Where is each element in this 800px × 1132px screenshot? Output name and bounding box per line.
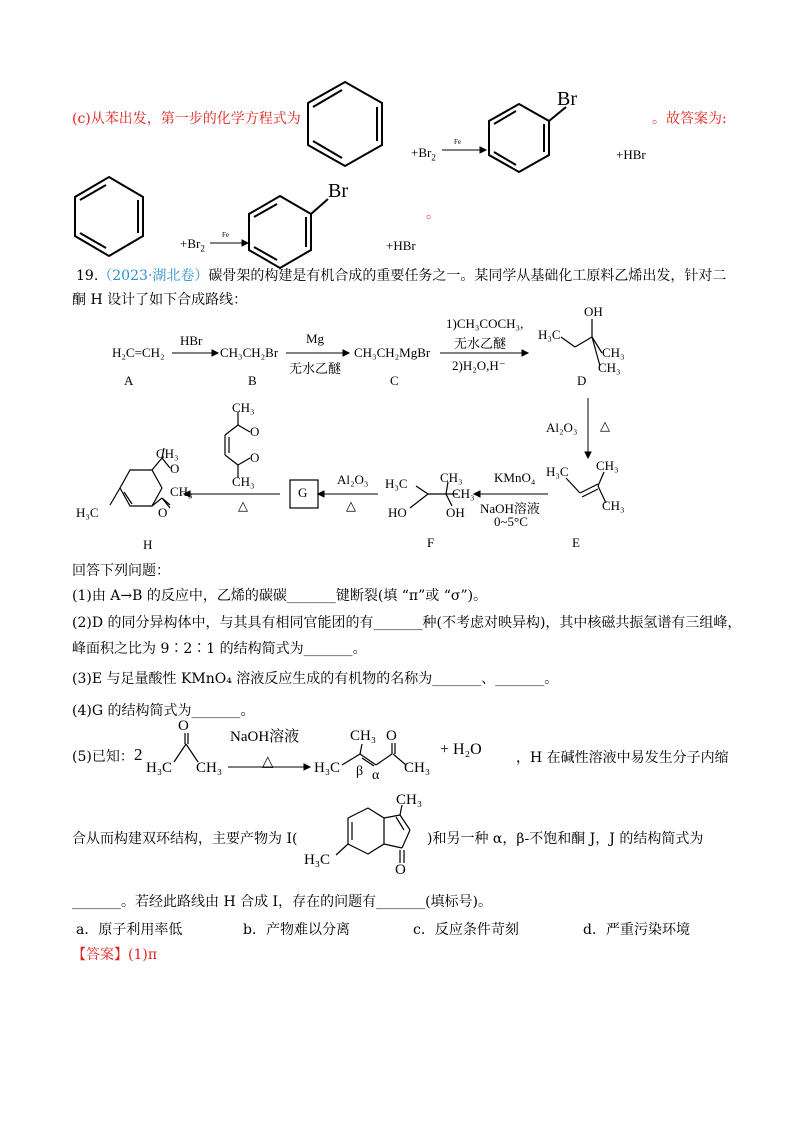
- q5-alpha: α: [372, 768, 380, 783]
- grignard: CH₃CH₂MgBr: [354, 345, 431, 360]
- heat-3: △: [238, 498, 248, 513]
- step-c1: 1)CH₃COCH₃,: [446, 316, 524, 331]
- question-1: (1)由 A→B 的反应中，乙烯的碳碳_______键断裂(填 “π”或 “σ”)。: [72, 588, 488, 604]
- questions-intro: 回答下列问题：: [72, 563, 170, 579]
- label-g: G: [298, 485, 308, 500]
- d-h3c: H₃C: [538, 327, 561, 342]
- acetone-skeleton: [174, 733, 198, 762]
- question-5-line2a: 合从而构建双环结构，主要产物为 I(: [72, 831, 298, 847]
- part-c-end-mark: 。: [426, 206, 440, 222]
- f-ch3-a: CH₃: [440, 470, 463, 485]
- e-h3c: H₃C: [546, 464, 569, 479]
- i-ch3: CH₃: [396, 792, 423, 808]
- reagent-br2-2: $+Br_2$: [180, 236, 205, 254]
- step-c2: 无水乙醚: [454, 336, 507, 351]
- reaction-temp: 0~5°C: [494, 514, 528, 529]
- question-2b: 峰面积之比为 9∶2∶1 的结构简式为_______。: [72, 641, 367, 657]
- question-3: (3)E 与足量酸性 KMnO₄ 溶液反应生成的有机物的名称为_______、_______。: [72, 671, 559, 687]
- bromoethane: CH₃CH₂Br: [220, 345, 279, 360]
- f-h3c: H₃C: [385, 476, 408, 491]
- heat-2: △: [346, 498, 356, 513]
- q5-beta: β: [356, 764, 364, 779]
- label-a: A: [124, 373, 134, 388]
- answer-line: [72, 946, 157, 964]
- option-c: c．反应条件苛刻: [413, 922, 519, 938]
- reagent-naoh: NaOH溶液: [480, 501, 540, 516]
- q5-acetone-ch3: CH₃: [196, 760, 223, 776]
- br-label-1: Br: [557, 88, 577, 110]
- label-f: F: [427, 535, 435, 550]
- option-d: d．严重污染环境: [583, 922, 690, 938]
- hbr-product-2: +HBr: [386, 238, 416, 253]
- q5-heat: △: [262, 754, 274, 770]
- compound-e-skeleton: [566, 472, 606, 503]
- compound-i-skeleton: [336, 805, 410, 863]
- br-label-2: Br: [328, 180, 348, 202]
- option-b: b．产物难以分离: [243, 922, 350, 938]
- question-5-line2b: )和另一种 α，β-不饱和酮 J，J 的结构简式为: [427, 831, 704, 847]
- q5-acetone-o: O: [178, 718, 189, 734]
- h-ch3-b: CH₃: [170, 484, 193, 499]
- part-c-suffix: 。故答案为:: [652, 111, 727, 127]
- q19-number: 19.: [76, 268, 99, 284]
- question-2a: (2)D 的同分异构体中，与其具有相同官能团的有_______种(不考虑对映异构)，其中核磁共振氢谱有三组峰，: [72, 615, 742, 631]
- diketone-o-bottom: O: [250, 450, 260, 465]
- answer-value: (1)π: [128, 947, 158, 963]
- label-d: D: [577, 373, 587, 388]
- answer-label: 【答案】: [72, 947, 128, 963]
- benzene-ring-1: [308, 82, 382, 166]
- reagent-kmno4: KMnO₄: [494, 470, 536, 485]
- d-ch3-a: CH₃: [602, 345, 625, 360]
- q19-line1: [76, 267, 726, 285]
- part-c-prefix: (c)从苯出发，第一步的化学方程式为: [72, 111, 301, 127]
- q5-enone-o: O: [386, 728, 397, 744]
- reagent-al2o3-1: Al₂O₃: [546, 420, 578, 435]
- h-h3c: H₃C: [76, 505, 99, 520]
- option-a: a．原子利用率低: [76, 922, 183, 938]
- q19-source: （2023·湖北卷）: [98, 268, 209, 284]
- ethylene: H₂C=CH₂: [112, 345, 165, 360]
- f-ho: HO: [388, 505, 407, 520]
- question-4: (4)G 的结构简式为_______。: [72, 703, 255, 719]
- f-ch3-b: CH₃: [452, 486, 475, 501]
- i-h3c: H₃C: [304, 852, 331, 868]
- heat-1: △: [600, 418, 610, 433]
- reagent-br2-1: $+Br_2$: [411, 145, 436, 163]
- q5-water: + H₂O: [440, 741, 482, 758]
- question-5-tail: ，H 在碱性溶液中易发生分子内缩: [516, 750, 729, 766]
- reagent-mg: Mg: [306, 331, 325, 346]
- solvent-ether-1: 无水乙醚: [289, 361, 342, 376]
- bromobenzene-ring-2: [249, 196, 328, 268]
- diketone-ch3-bottom: CH₃: [232, 474, 255, 489]
- label-h: H: [143, 537, 153, 552]
- diketone-ch3-top: CH₃: [232, 400, 255, 415]
- question-5-prefix: (5)已知：: [72, 749, 134, 765]
- step-c3: 2)H₂O,H⁻: [452, 358, 506, 373]
- q5-coefficient: 2: [134, 745, 143, 764]
- q19-text: 碳骨架的构建是有机合成的重要任务之一。某同学从基础化工原料乙烯出发，针对二: [208, 268, 727, 284]
- label-e: E: [572, 535, 580, 550]
- f-oh: OH: [446, 505, 465, 520]
- reagent-al2o3-2: Al₂O₃: [337, 472, 369, 487]
- q5-enone-h3c: H₃C: [314, 760, 341, 776]
- catalyst-label-2: Fe: [222, 231, 229, 239]
- q5-enone-ch3-top: CH₃: [350, 728, 377, 744]
- diketone-skeleton: [225, 412, 250, 478]
- e-ch3-b: CH₃: [602, 498, 625, 513]
- label-b: B: [248, 373, 257, 388]
- i-o: O: [395, 862, 406, 878]
- label-c: C: [390, 373, 399, 388]
- h-o-b: O: [158, 505, 168, 520]
- question-5-line3: _______。若经此路线由 H 合成 I，存在的问题有_______(填标号)。: [72, 894, 493, 910]
- hbr-product-1: +HBr: [616, 147, 646, 162]
- catalyst-label-1: Fe: [454, 138, 461, 146]
- benzene-ring-2: [75, 177, 143, 256]
- q5-enone-ch3-right: CH₃: [404, 760, 431, 776]
- e-ch3-a: CH₃: [596, 458, 619, 473]
- compound-d-skeleton: [561, 319, 602, 366]
- reagent-hbr: HBr: [180, 333, 203, 348]
- diketone-o-top: O: [250, 424, 260, 439]
- bromobenzene-ring-1: [489, 104, 566, 172]
- enone-skeleton: [342, 743, 406, 766]
- q5-acetone-h3c: H₃C: [146, 760, 173, 776]
- h-o-a: O: [170, 461, 180, 476]
- q19-line2: 酮 H 设计了如下合成路线：: [72, 292, 248, 308]
- h-ch3-a: CH₃: [156, 446, 179, 461]
- d-ch3-b: CH₃: [598, 360, 621, 375]
- d-oh: OH: [584, 304, 603, 319]
- q5-naoh: NaOH溶液: [230, 729, 300, 745]
